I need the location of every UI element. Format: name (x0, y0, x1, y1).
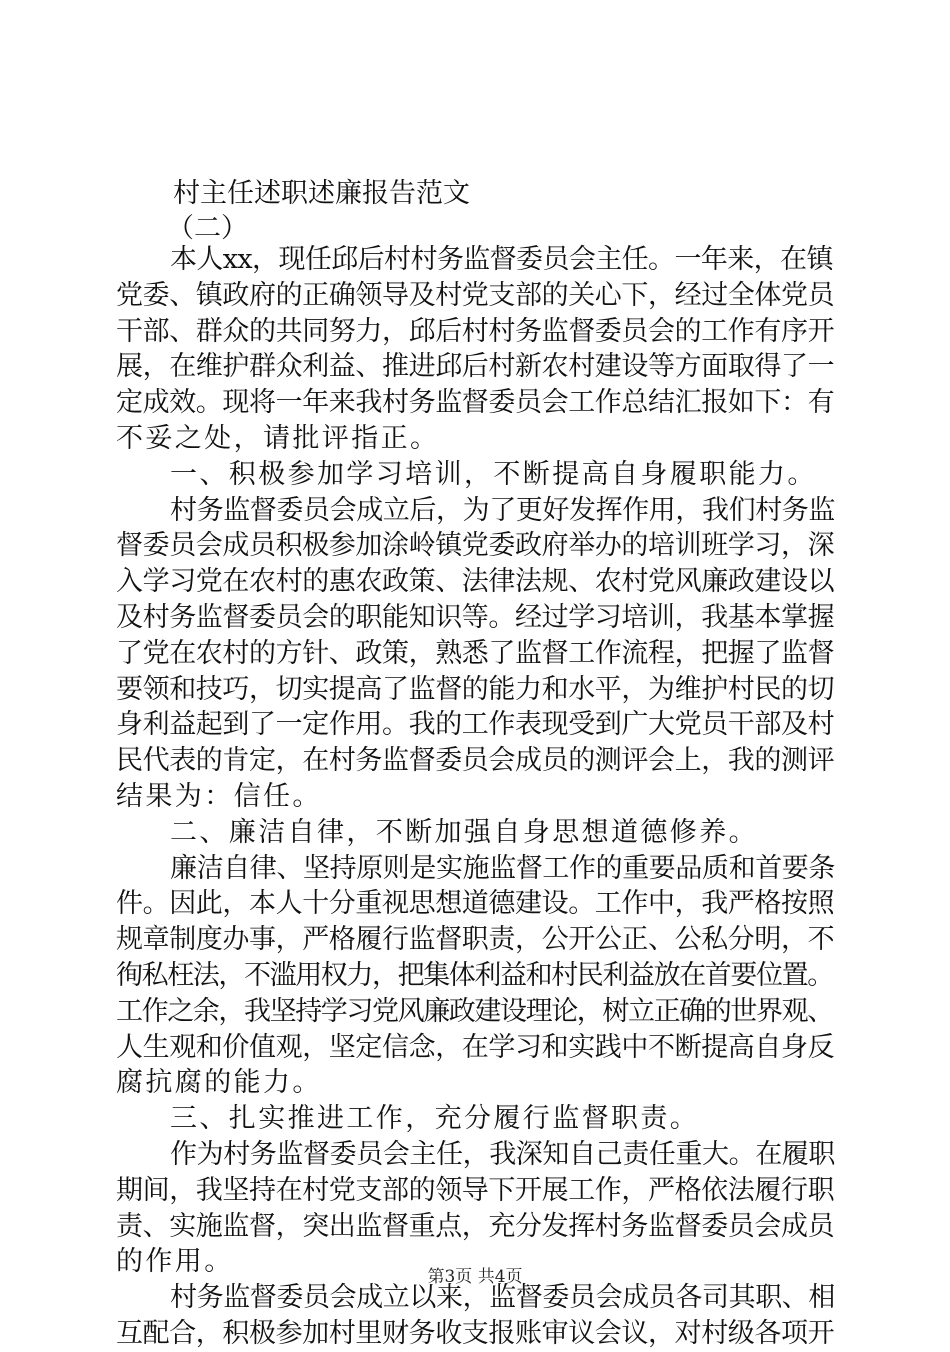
text-line: 定成效。现将一年来我村务监督委员会工作总结汇报如下：有 (116, 387, 835, 419)
text-line: 的作用。 (116, 1246, 234, 1278)
text-line: 督委员会成员积极参加涂岭镇党委政府举办的培训班学习，深 (116, 530, 835, 562)
text-line: 互配合，积极参加村里财务收支报账审议会议，对村级各项开 (116, 1317, 835, 1349)
text-line: 要领和技巧，切实提高了监督的能力和水平，为维护村民的切 (116, 673, 835, 705)
text-line: 本人xx，现任邱后村村务监督委员会主任。一年来，在镇 (170, 244, 833, 275)
text-line: 干部、群众的共同努力，邱后村村务监督委员会的工作有序开 (116, 315, 835, 347)
text-line: 民代表的肯定，在村务监督委员会成员的测评会上，我的测评 (116, 745, 835, 777)
text-line: 件。因此，本人十分重视思想道德建设。工作中，我严格按照 (116, 888, 835, 920)
section-heading: 二、廉洁自律，不断加强自身思想道德修养。 (170, 816, 758, 848)
text-line: 工作之余，我坚持学习党风廉政建设理论，树立正确的世界观、 (116, 995, 833, 1027)
text-line: 责、实施监督，突出监督重点，充分发挥村务监督委员会成员 (116, 1210, 835, 1242)
text-line: 作为村务监督委员会主任，我深知自己责任重大。在履职 (170, 1138, 835, 1170)
document-body (116, 242, 836, 1352)
document-subtitle: （二） (167, 213, 248, 244)
text-line: 及村务监督委员会的职能知识等。经过学习培训，我基本掌握 (116, 601, 835, 633)
text-line: 展，在维护群众利益、推进邱后村新农村建设等方面取得了一 (116, 351, 835, 383)
text-line: 不妥之处，请批评指正。 (116, 422, 440, 454)
text-line: 廉洁自律、坚持原则是实施监督工作的重要品质和首要条 (170, 852, 835, 884)
text-line: 徇私枉法，不滥用权力，把集体利益和村民利益放在首要位置。 (116, 959, 833, 991)
text-line: 村务监督委员会成立以来，监督委员会成员各司其职、相 (170, 1282, 835, 1314)
section-heading: 三、扎实推进工作，充分履行监督职责。 (170, 1103, 700, 1135)
text-line: 党委、镇政府的正确领导及村党支部的关心下，经过全体党员 (116, 279, 835, 311)
page-footer: 第3页 共4页 (427, 1267, 523, 1287)
text-line: 身利益起到了一定作用。我的工作表现受到广大党员干部及村 (116, 709, 835, 741)
text-line: 入学习党在农村的惠农政策、法律法规、农村党风廉政建设以 (116, 566, 835, 598)
document-title: 村主任述职述廉报告范文 (173, 178, 470, 209)
text-line: 了党在农村的方针、政策，熟悉了监督工作流程，把握了监督 (116, 637, 835, 669)
text-line: 规章制度办事，严格履行监督职责，公开公正、公私分明，不 (116, 924, 835, 956)
text-line: 人生观和价值观，坚定信念，在学习和实践中不断提高自身反 (116, 1031, 835, 1063)
text-line: 村务监督委员会成立后，为了更好发挥作用，我们村务监 (170, 494, 835, 526)
text-line: 期间，我坚持在村党支部的领导下开展工作，严格依法履行职 (116, 1174, 835, 1206)
text-line: 腐抗腐的能力。 (116, 1067, 322, 1099)
section-heading: 一、积极参加学习培训，不断提高自身履职能力。 (170, 458, 817, 490)
text-line: 结果为：信任。 (116, 780, 322, 812)
